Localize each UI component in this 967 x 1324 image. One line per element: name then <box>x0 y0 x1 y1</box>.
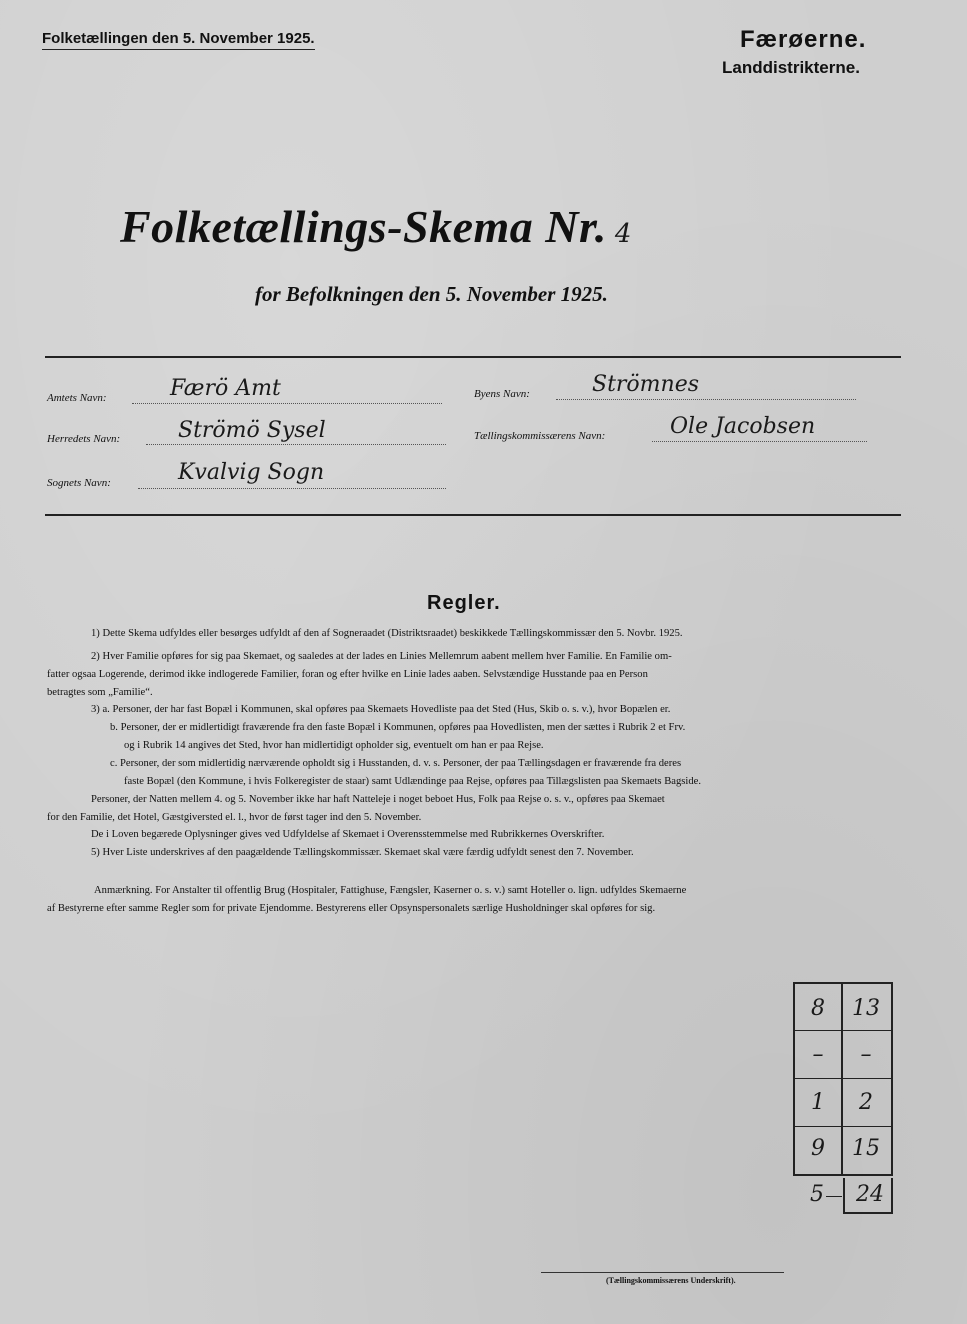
by-value: Strömnes <box>592 372 700 397</box>
tally-cell: 1 <box>811 1090 825 1115</box>
regel-line: 1) Dette Skema udfyldes eller besørges udfyldt af den af Sogneraadet (Distriktsraadet) beskikkede Tællingskommissær den 5. Novbr. 1925. <box>91 628 683 639</box>
by-underline <box>556 399 856 400</box>
tally-cell: 8 <box>811 996 825 1021</box>
form-title <box>120 200 632 253</box>
regel-line: fatter ogsaa Logerende, derimod ikke indlogerede Familier, foran og efter hvilke en Linie lades aaben. Selvstændige Husstande paa en Person <box>47 669 648 680</box>
regel-line: for den Familie, det Hotel, Gæstgiversted el. l., hvor de først tager ind den 5. November. <box>47 812 422 823</box>
signature-line <box>541 1272 784 1273</box>
tally-total-left: 5 <box>810 1182 824 1207</box>
regel-line: betragtes som „Familie“. <box>47 687 153 698</box>
regel-line: og i Rubrik 14 angives det Sted, hvor han midlertidigt opholder sig, eventuelt om han er paa Rejse. <box>124 740 544 751</box>
amt-value: Færö Amt <box>170 376 281 401</box>
anmaerkning-line: Anmærkning. For Anstalter til offentlig Brug (Hospitaler, Fattighuse, Fængsler, Kaserner o. s. v.) samt Hoteller o. lign. udfyldes Skemaerne <box>94 885 687 896</box>
regel-line: Personer, der Natten mellem 4. og 5. November ikke har haft Natteleje i noget beboet Hus, Folk paa Rejse o. s. v., opføres paa Skemaet <box>91 794 665 805</box>
tally-cell: 13 <box>852 996 880 1021</box>
form-title-text: Folketællings-Skema Nr. <box>120 201 607 252</box>
divider-bottom <box>45 514 901 516</box>
tally-row-line <box>795 1030 891 1031</box>
herred-underline <box>146 444 446 445</box>
regel-line: De i Loven begærede Oplysninger gives ved Udfyldelse af Skemaet i Overensstemmelse med Rubrikkernes Overskrifter. <box>91 829 605 840</box>
tally-cell: 2 <box>859 1090 873 1115</box>
sogn-value: Kvalvig Sogn <box>178 460 325 485</box>
tally-row-line <box>795 1078 891 1079</box>
regel-line: 2) Hver Familie opføres for sig paa Skemaet, og saaledes at der lades en Linies Mellemrum aabent mellem hver Familie. En Familie om- <box>91 651 672 662</box>
kommissaer-label: Tællingskommissærens Navn: <box>474 430 606 442</box>
kommissaer-underline <box>652 441 867 442</box>
tally-cell: – <box>860 1042 872 1067</box>
tally-cell: 9 <box>811 1136 825 1161</box>
tally-box <box>793 982 893 1176</box>
by-label: Byens Navn: <box>474 388 530 400</box>
tally-total-right: 24 <box>856 1182 884 1207</box>
sogn-label: Sognets Navn: <box>47 477 111 489</box>
census-date-header: Folketællingen den 5. November 1925. <box>42 30 315 50</box>
tally-cell: 15 <box>852 1136 880 1161</box>
signature-caption: (Tællingskommissærens Underskrift). <box>606 1276 736 1285</box>
kommissaer-value: Ole Jacobsen <box>670 414 816 439</box>
regel-line: b. Personer, der er midlertidigt fraværende fra den faste Bopæl i Kommunen, opføres paa Hovedlisten, men der sættes i Rubrik 2 et Frv. <box>110 722 686 733</box>
regel-line: 5) Hver Liste underskrives af den paagældende Tællingskommissær. Skemaet skal være færdig udfyldt senest den 7. November. <box>91 847 634 858</box>
divider-top <box>45 356 901 358</box>
region-subtitle: Landdistrikterne. <box>722 58 860 77</box>
amt-label: Amtets Navn: <box>47 392 107 404</box>
tally-row-line <box>795 1126 891 1127</box>
form-number-handwritten: 4 <box>614 219 632 249</box>
region-title: Færøerne. <box>740 26 867 53</box>
amt-underline <box>132 403 442 404</box>
tally-cell: – <box>812 1042 824 1067</box>
regel-line: 3) a. Personer, der har fast Bopæl i Kommunen, skal opføres paa Skemaets Hovedliste paa det Sted (Hus, Skib o. s. v.), hvor Bopælen er. <box>91 704 671 715</box>
herred-value: Strömö Sysel <box>178 418 326 443</box>
regel-line: faste Bopæl (den Kommune, i hvis Folkeregister de staar) samt Udlændinge paa Rejse, opføres paa Tillægslisten paa Skemaets Bagside. <box>124 776 701 787</box>
anmaerkning-line: af Bestyrerne efter samme Regler som for private Ejendomme. Bestyrerens eller Opsynspersonalets særlige Husholdninger skal opføres for sig. <box>47 903 656 914</box>
form-subtitle: for Befolkningen den 5. November 1925. <box>255 282 608 306</box>
regler-title: Regler. <box>427 592 501 614</box>
tally-total-dash <box>826 1196 842 1197</box>
sogn-underline <box>138 488 446 489</box>
regel-line: c. Personer, der som midlertidig nærværende opholdt sig i Husstanden, d. v. s. Personer, der paa Tællingsdagen er fraværende fra deres <box>110 758 682 769</box>
herred-label: Herredets Navn: <box>47 433 121 445</box>
